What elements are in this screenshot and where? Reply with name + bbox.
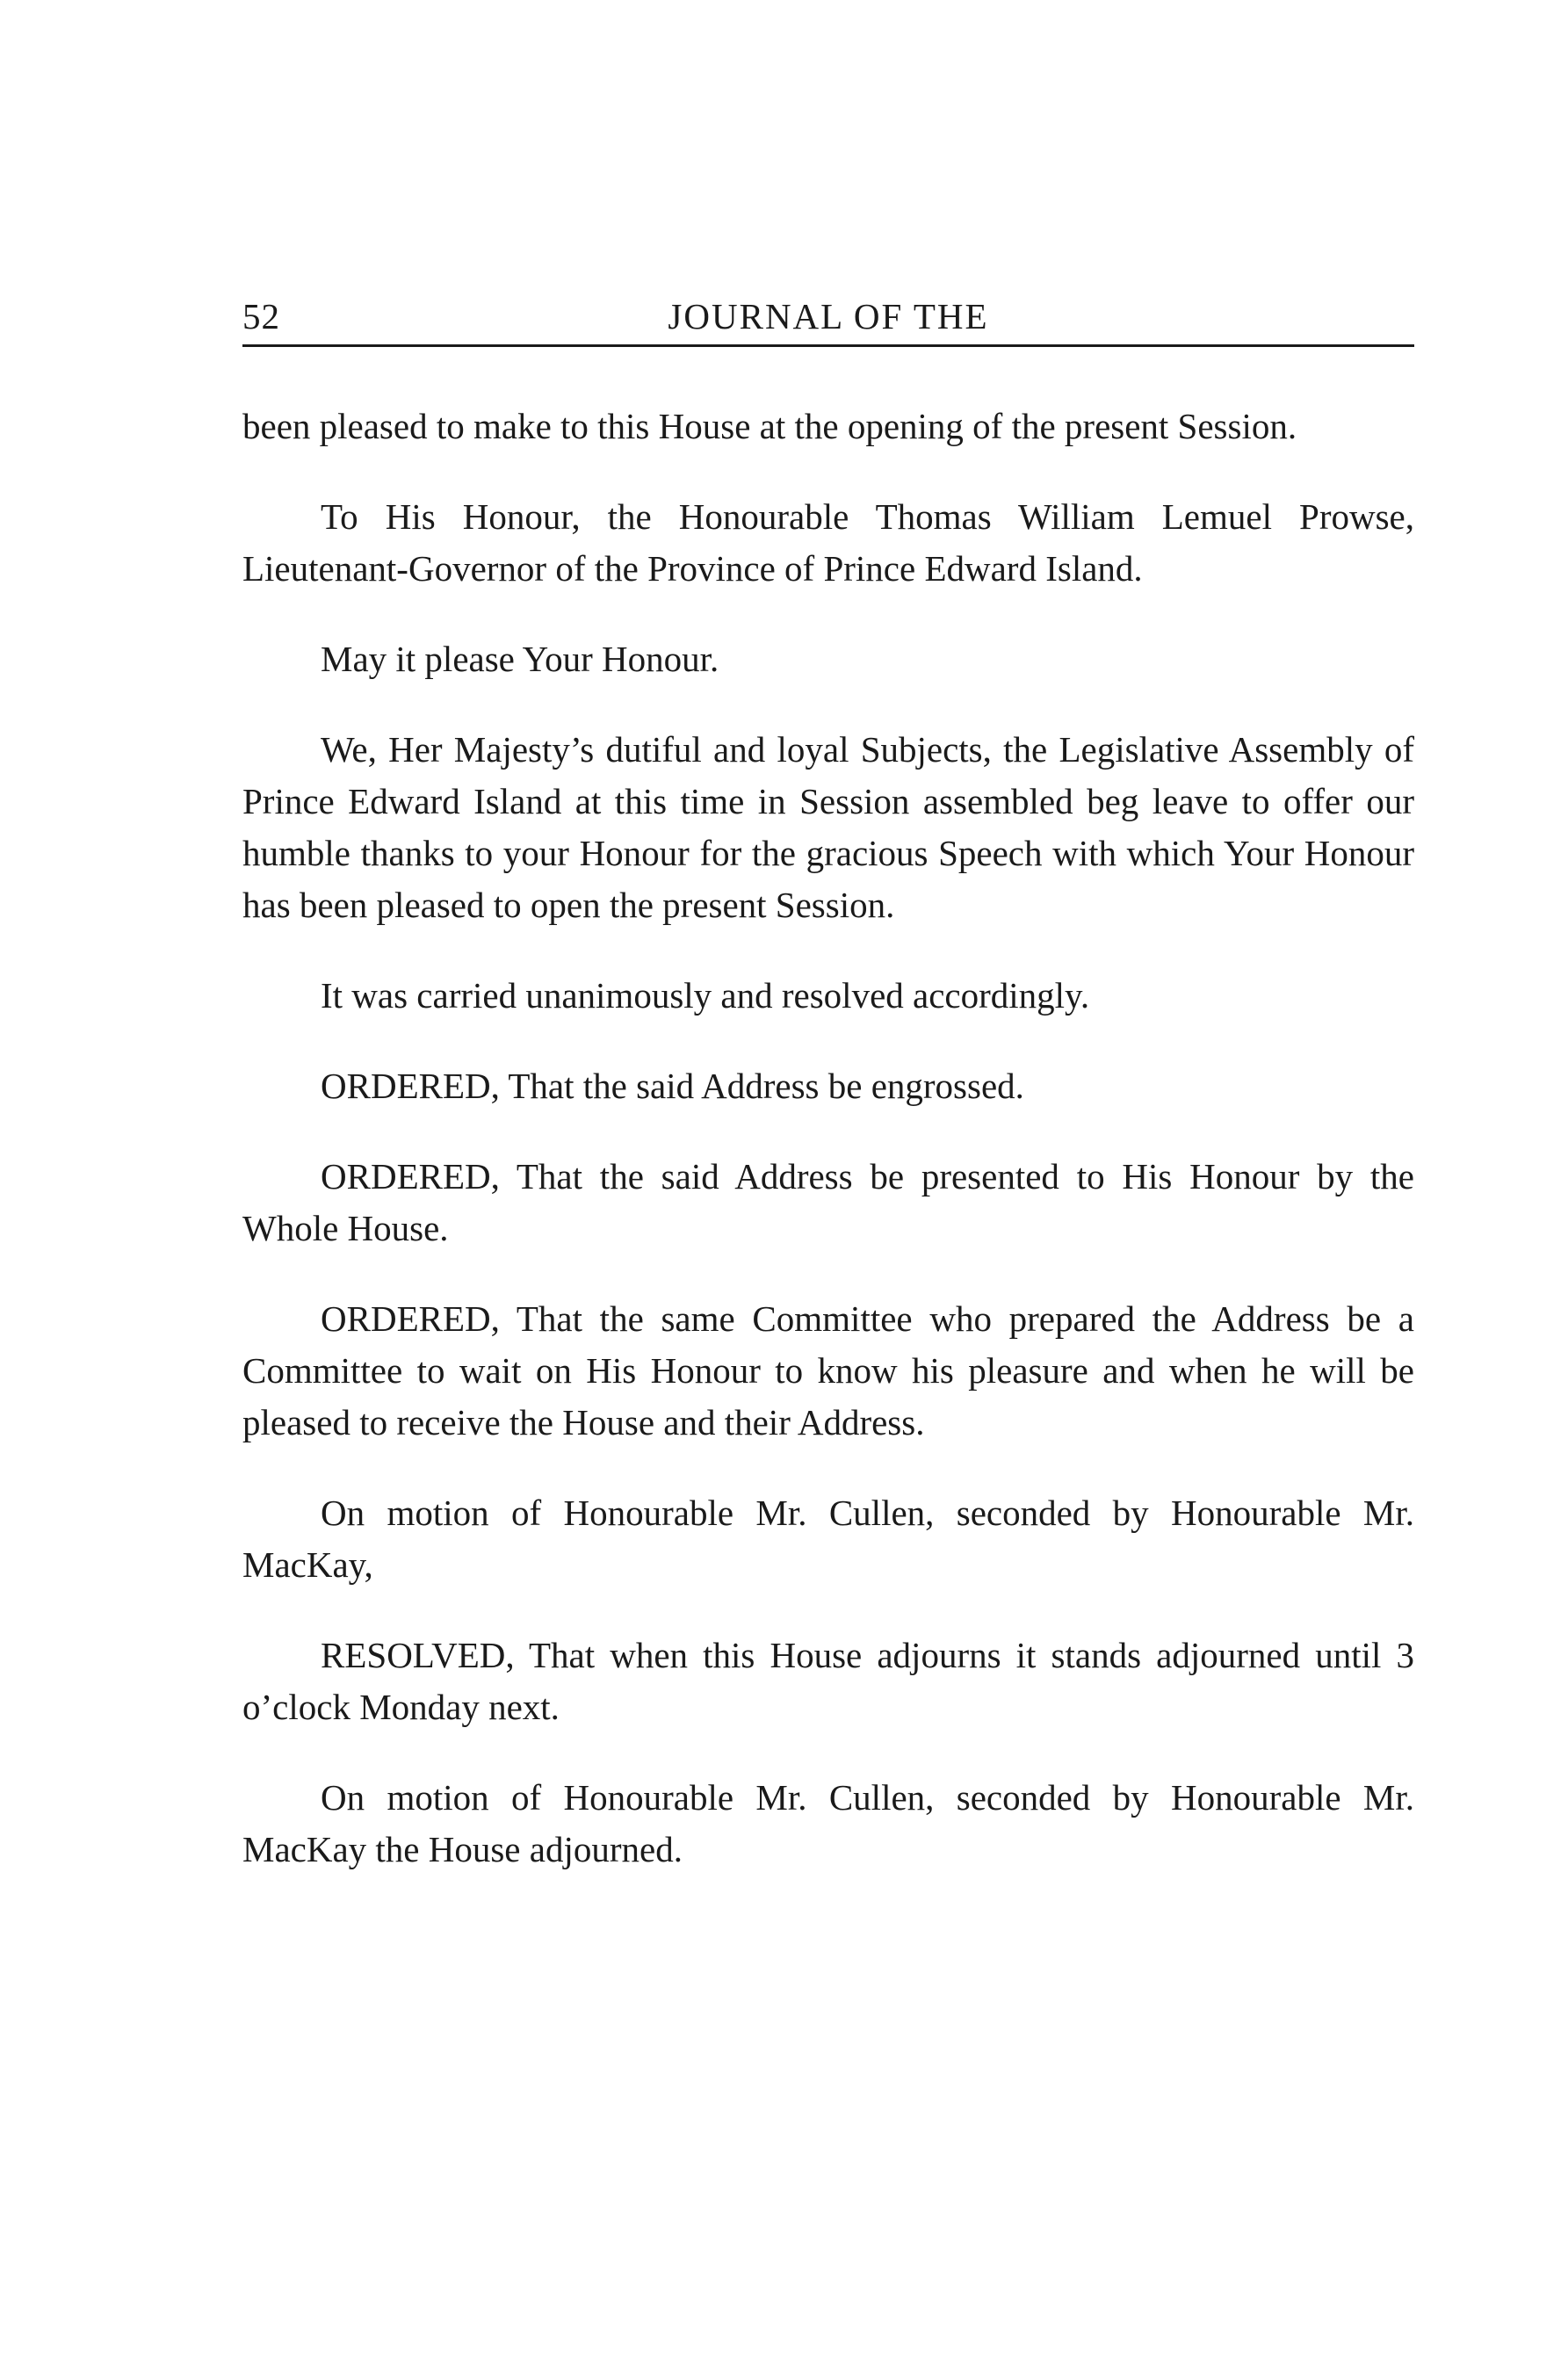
paragraph-ordered-committee: ORDERED, That the same Committee who prepared the Address be a Committee to wait on His Honour to know his pleasure and when he will be pleased to receive the House and their Address.: [242, 1298, 1414, 1442]
paragraph-resolved: RESOLVED, That when this House adjourns it stands adjourned until 3 o’clock Monday next.: [242, 1635, 1414, 1727]
paragraph-motion: On motion of Honourable Mr. Cullen, seconded by Honourable Mr. MacKay,: [242, 1493, 1414, 1585]
paragraph-ordered-presented: ORDERED, That the said Address be presented to His Honour by the Whole House.: [242, 1156, 1414, 1248]
paragraph-continuation: been pleased to make to this House at the opening of the present Session.: [242, 406, 1297, 446]
header-rule: [242, 344, 1414, 347]
running-head: [242, 292, 1414, 341]
paragraph-address-heading: To His Honour, the Honourable Thomas William Lemuel Prowse, Lieutenant-Governor of the Province of Prince Edward Island.: [242, 496, 1414, 589]
paragraph-adjourned: On motion of Honourable Mr. Cullen, seconded by Honourable Mr. MacKay the House adjourned.: [242, 1777, 1414, 1869]
journal-title: JOURNAL OF THE: [668, 296, 989, 336]
paragraph-carried: It was carried unanimously and resolved accordingly.: [321, 975, 1090, 1016]
paragraph-address-body: We, Her Majesty’s dutiful and loyal Subjects, the Legislative Assembly of Prince Edward Island at this time in Session assembled beg leave to offer our humble thanks to your Honour for the gracious Speech with which Your Honour has been pleased to open the present Session.: [242, 729, 1414, 925]
paragraph-salutation: May it please Your Honour.: [321, 639, 719, 679]
paragraph-ordered-engrossed: ORDERED, That the said Address be engrossed.: [321, 1066, 1024, 1106]
journal-body: [242, 401, 1414, 1914]
page-number: 52: [242, 296, 280, 336]
